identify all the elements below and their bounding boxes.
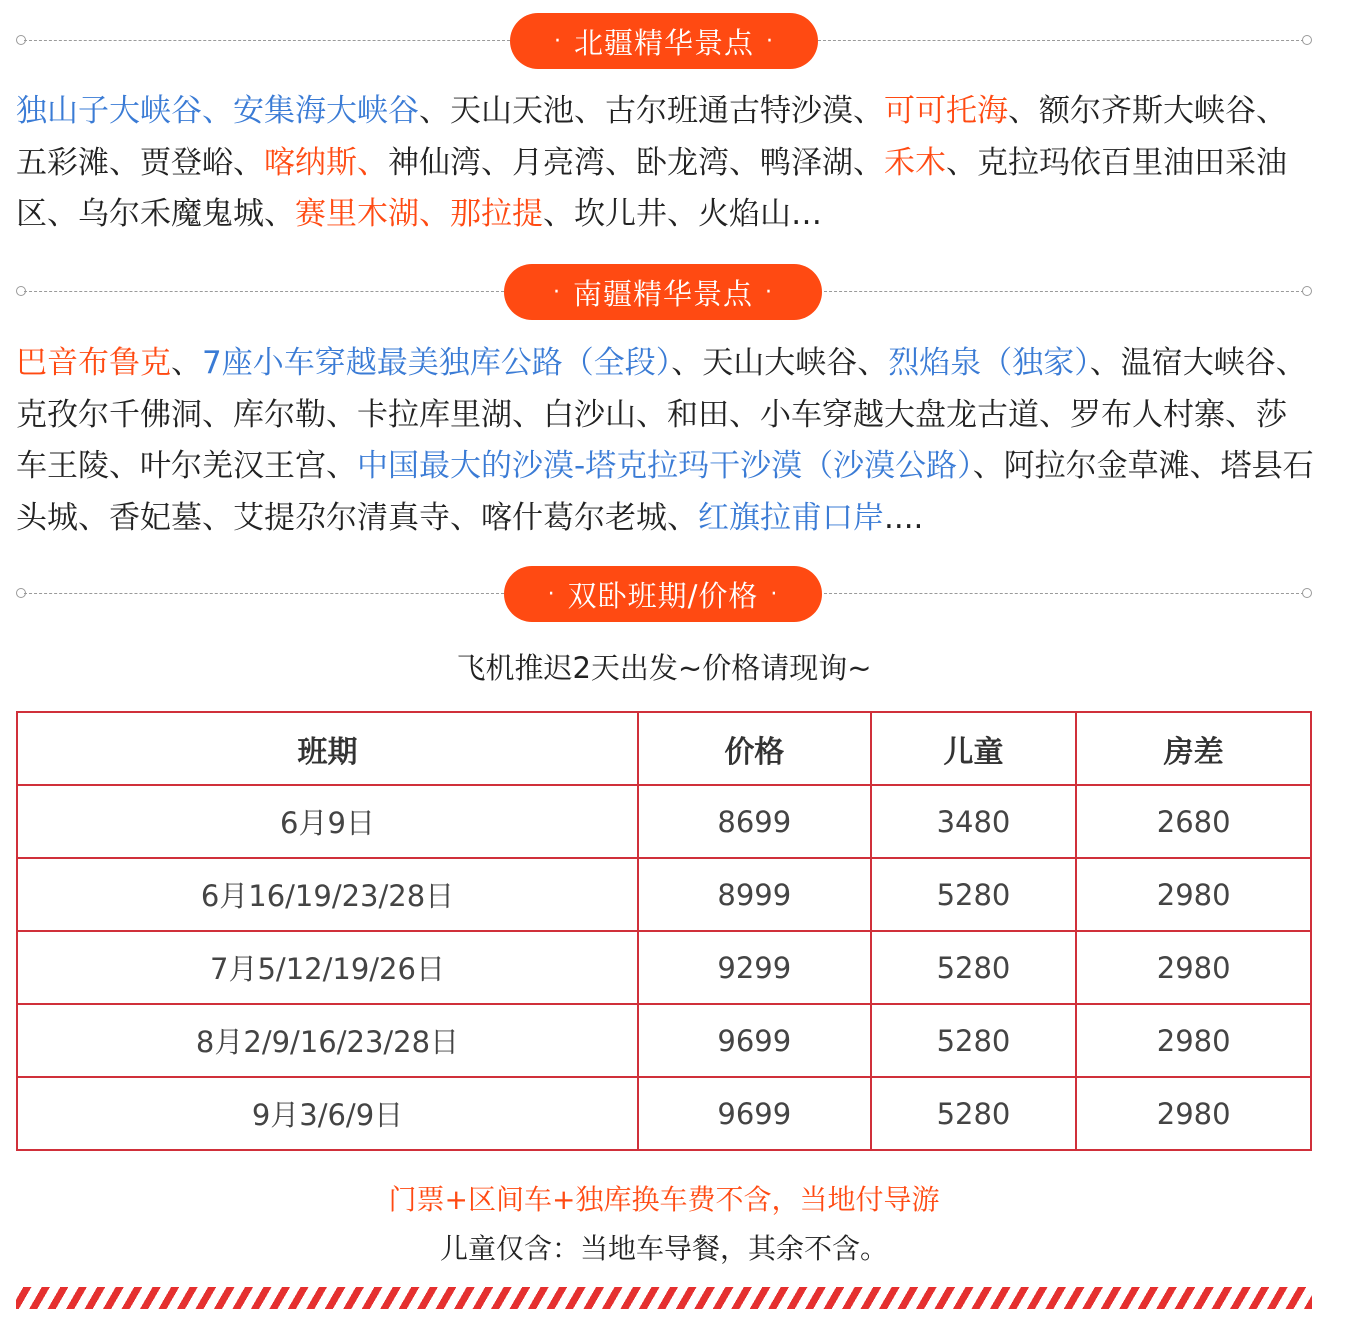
divider-dot bbox=[1302, 588, 1312, 598]
highlighted-attraction: 禾木 bbox=[884, 144, 946, 181]
section-title: 双卧班期/价格 bbox=[567, 578, 759, 613]
highlighted-attraction: 独山子大峡谷、安集海大峡谷 bbox=[16, 93, 419, 129]
cell-child: 5280 bbox=[871, 1077, 1077, 1150]
cell-room-diff: 2980 bbox=[1076, 931, 1311, 1004]
divider-dot bbox=[1302, 286, 1312, 296]
cell-room-diff: 2980 bbox=[1076, 1077, 1311, 1150]
table-row bbox=[17, 1004, 1311, 1077]
child-inclusions-note: 儿童仅含：当地车导餐，其余不含。 bbox=[439, 1232, 888, 1265]
north-attractions-text bbox=[16, 86, 1316, 241]
divider-line bbox=[24, 40, 510, 41]
cell-price: 9699 bbox=[638, 1004, 871, 1077]
exclusions-note: 门票+区间车+独库换车费不含，当地付导游 bbox=[388, 1183, 940, 1216]
highlighted-attraction: 赛里木湖、那拉提 bbox=[295, 196, 543, 232]
highlighted-attraction: 喀纳斯、 bbox=[264, 144, 388, 181]
attraction-text: 、温宿大峡谷、克孜尔千佛洞、库尔勒、卡拉库里湖、白沙山、和田、小车穿越大盘龙古道、罗布人村寨、莎车王陵、叶尔羌汉王宫、 bbox=[16, 345, 1307, 484]
cell-schedule: 7月5/12/19/26日 bbox=[17, 931, 638, 1004]
divider-line bbox=[824, 291, 1304, 292]
attraction-text: 、天山大峡谷、 bbox=[671, 345, 889, 381]
cell-child: 5280 bbox=[871, 858, 1077, 931]
cell-schedule: 6月9日 bbox=[17, 785, 638, 858]
divider-line bbox=[24, 291, 504, 292]
table-header-row bbox=[17, 712, 1311, 785]
cell-room-diff: 2680 bbox=[1076, 785, 1311, 858]
attraction-text: 、额尔齐斯大峡谷、五彩滩、贾登峪、 bbox=[16, 93, 1287, 181]
attraction-text: 、 bbox=[171, 345, 202, 381]
attraction-text: 、克拉玛依百里油田采油区、乌尔禾魔鬼城、 bbox=[16, 144, 1287, 232]
table-row bbox=[17, 785, 1311, 858]
section-title-pill: · 双卧班期/价格 · bbox=[504, 566, 822, 622]
cell-child: 5280 bbox=[871, 931, 1077, 1004]
attraction-text: 、阿拉尔金草滩、塔县石头城、香妃墓、艾提尕尔清真寺、喀什葛尔老城、 bbox=[16, 448, 1314, 536]
cell-schedule: 6月16/19/23/28日 bbox=[17, 858, 638, 931]
section-header-north bbox=[16, 13, 1312, 69]
cell-schedule: 8月2/9/16/23/28日 bbox=[17, 1004, 638, 1077]
attraction-text: .... bbox=[884, 499, 924, 536]
header-price: 价格 bbox=[638, 712, 871, 785]
attraction-text: 、天山天池、古尔班通古特沙漠、 bbox=[419, 93, 884, 129]
highlighted-attraction: 烈焰泉（独家） bbox=[888, 345, 1090, 381]
header-child: 儿童 bbox=[871, 712, 1077, 785]
section-header-schedule bbox=[16, 566, 1312, 622]
table-row bbox=[17, 1077, 1311, 1150]
section-title: 南疆精华景点 bbox=[572, 276, 753, 311]
decorative-stripe-divider bbox=[16, 1287, 1312, 1309]
cell-price: 9299 bbox=[638, 931, 871, 1004]
cell-price: 9699 bbox=[638, 1077, 871, 1150]
highlighted-attraction: 中国最大的沙漠-塔克拉玛干沙漠（沙漠公路） bbox=[357, 448, 973, 484]
cell-child: 3480 bbox=[871, 785, 1077, 858]
south-attractions-text bbox=[16, 338, 1316, 544]
section-title-pill: · 北疆精华景点 · bbox=[510, 13, 818, 69]
highlighted-attraction: 巴音布鲁克 bbox=[16, 345, 171, 381]
section-title-pill: · 南疆精华景点 · bbox=[504, 264, 822, 320]
cell-room-diff: 2980 bbox=[1076, 858, 1311, 931]
attraction-text: 神仙湾、月亮湾、卧龙湾、鸭泽湖、 bbox=[388, 144, 884, 181]
table-row bbox=[17, 931, 1311, 1004]
divider-dot bbox=[1302, 35, 1312, 45]
table-row bbox=[17, 858, 1311, 931]
divider-line bbox=[824, 593, 1304, 594]
schedule-notice: 飞机推迟2天出发~价格请现询~ bbox=[456, 651, 872, 685]
divider-line bbox=[818, 40, 1304, 41]
price-table bbox=[16, 711, 1312, 1151]
section-header-south bbox=[16, 264, 1312, 320]
cell-child: 5280 bbox=[871, 1004, 1077, 1077]
section-title: 北疆精华景点 bbox=[573, 25, 754, 60]
divider-line bbox=[24, 593, 504, 594]
highlighted-attraction: 7座小车穿越最美独库公路（全段） bbox=[202, 345, 672, 381]
attraction-text: 、坎儿井、火焰山… bbox=[543, 196, 822, 232]
highlighted-attraction: 可可托海 bbox=[884, 93, 1008, 129]
cell-price: 8699 bbox=[638, 785, 871, 858]
header-schedule: 班期 bbox=[17, 712, 638, 785]
cell-price: 8999 bbox=[638, 858, 871, 931]
header-room-diff: 房差 bbox=[1076, 712, 1311, 785]
cell-schedule: 9月3/6/9日 bbox=[17, 1077, 638, 1150]
cell-room-diff: 2980 bbox=[1076, 1004, 1311, 1077]
highlighted-attraction: 红旗拉甫口岸 bbox=[698, 499, 884, 536]
